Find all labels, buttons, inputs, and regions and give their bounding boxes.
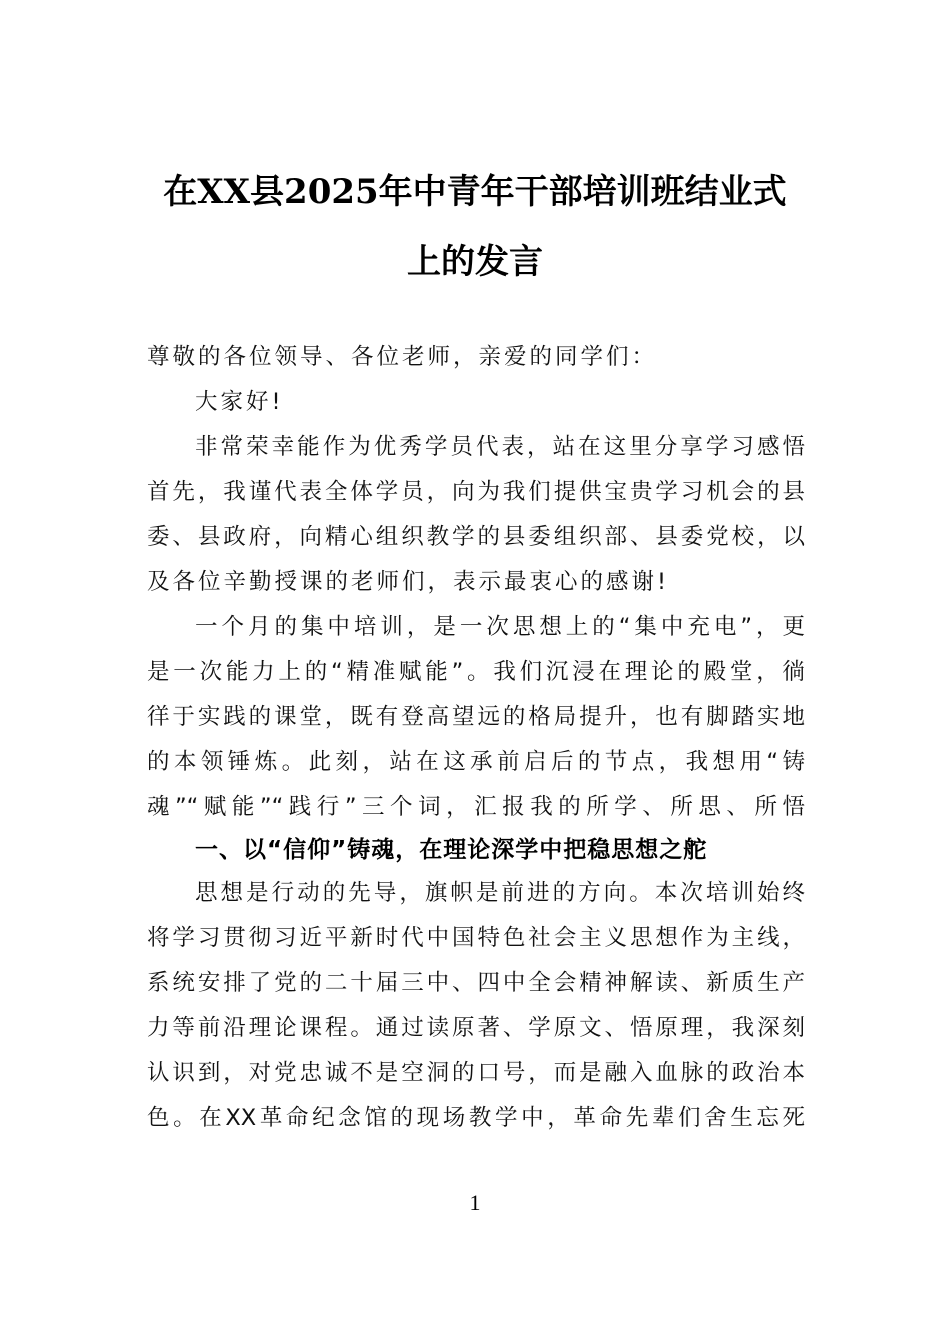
greeting: 大家好! (195, 389, 284, 415)
salutation: 尊敬的各位领导、各位老师，亲爱的同学们： (147, 344, 658, 370)
paragraph-1-line-1: 非常荣幸能作为优秀学员代表，站在这里分享学习感悟 (195, 434, 805, 460)
document-title-line-1: 在XX县2025年中青年干部培训班结业式 (163, 172, 787, 212)
paragraph-3-line-2: 将学习贯彻习近平新时代中国特色社会主义思想作为主线， (147, 925, 805, 951)
document-title-line-2: 上的发言 (407, 242, 543, 282)
paragraph-1-line-4: 及各位辛勤授课的老师们，表示最衷心的感谢! (147, 569, 670, 595)
section-heading-1: 一、以“信仰”铸魂，在理论深学中把稳思想之舵 (195, 837, 708, 863)
paragraph-2-line-1: 一个月的集中培训，是一次思想上的“集中充电”，更 (195, 614, 805, 640)
paragraph-2-line-3: 徉于实践的课堂，既有登高望远的格局提升，也有脚踏实地 (147, 704, 805, 730)
paragraph-2-line-5: 魂”“赋能”“践行”三个词，汇报我的所学、所思、所悟 (147, 794, 805, 820)
paragraph-1-line-2: 首先，我谨代表全体学员，向为我们提供宝贵学习机会的县 (147, 479, 805, 505)
page-number: 1 (469, 1190, 481, 1215)
paragraph-1-line-3: 委、县政府，向精心组织教学的县委组织部、县委党校，以 (147, 524, 805, 550)
paragraph-3-line-4: 力等前沿理论课程。通过读原著、学原文、悟原理，我深刻 (147, 1015, 805, 1041)
paragraph-2-line-2: 是一次能力上的“精准赋能”。我们沉浸在理论的殿堂，徜 (147, 659, 805, 685)
paragraph-3-line-5: 认识到，对党忠诚不是空洞的口号，而是融入血脉的政治本 (147, 1060, 805, 1086)
paragraph-3-line-1: 思想是行动的先导，旗帜是前进的方向。本次培训始终 (195, 880, 805, 906)
paragraph-3-line-3: 系统安排了党的二十届三中、四中全会精神解读、新质生产 (147, 970, 805, 996)
paragraph-2-line-4: 的本领锤炼。此刻，站在这承前启后的节点，我想用“铸 (147, 749, 805, 775)
paragraph-3-line-6: 色。在XX革命纪念馆的现场教学中，革命先辈们舍生忘死 (147, 1105, 805, 1131)
